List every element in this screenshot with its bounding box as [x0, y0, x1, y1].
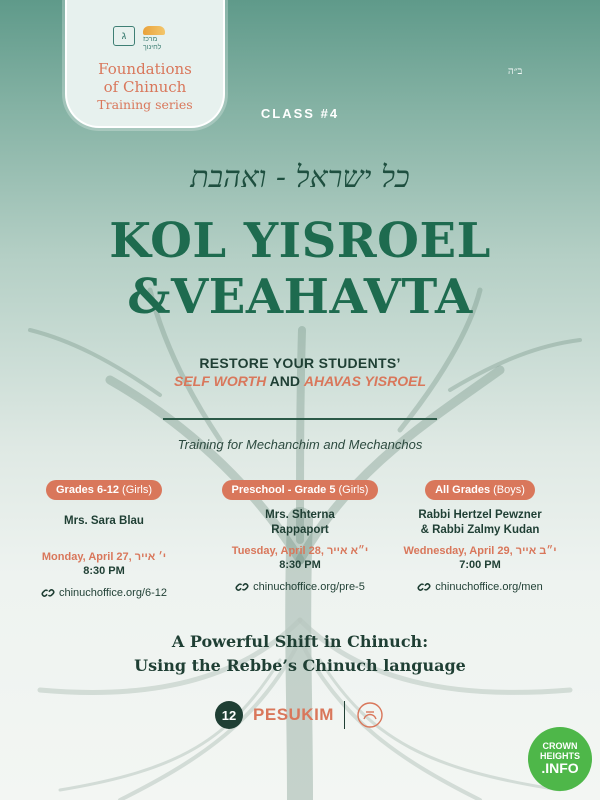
session-pill	[222, 480, 379, 500]
speaker	[10, 514, 198, 544]
pill-light: (Boys)	[493, 484, 525, 496]
closing-line1: A Powerful Shift in Chinuch:	[171, 632, 429, 651]
speaker	[386, 508, 574, 538]
speaker-line1: Mrs. Sara Blau	[64, 515, 144, 527]
pill-main: All Grades	[435, 484, 494, 496]
sponsor-separator	[344, 701, 345, 729]
emblem-icon	[355, 700, 385, 730]
session-date: Tuesday, April 28, י״א אייר	[231, 545, 369, 557]
pesukim-badge: 12	[215, 701, 243, 729]
speaker-line2: & Rabbi Zalmy Kudan	[420, 524, 540, 536]
closing-line2: Using the Rebbe’s Chinuch language	[134, 656, 466, 675]
session-link[interactable]	[206, 580, 394, 594]
session-time: 8:30 PM	[83, 565, 125, 577]
speaker-line2: Rappaport	[271, 524, 329, 536]
session-link-text[interactable]: chinuchoffice.org/pre-5	[253, 581, 365, 593]
main-title	[0, 213, 600, 325]
tagline-accent-ahavas: AHAVAS YISROEL	[303, 373, 427, 389]
class-number: CLASS #4	[260, 106, 340, 121]
link-icon	[417, 580, 431, 594]
watermark-line2: HEIGHTS	[539, 751, 580, 761]
series-title-line2: of Chinuch	[103, 78, 187, 96]
link-icon	[235, 580, 249, 594]
watermark-line1: CROWN	[542, 741, 578, 751]
session-time: 8:30 PM	[279, 559, 321, 571]
divider	[163, 418, 437, 420]
tagline-line2	[0, 373, 600, 389]
speaker	[206, 508, 394, 538]
training-for: Training for Mechanchim and Mechanchos	[177, 437, 423, 452]
pill-light: (Girls)	[122, 484, 152, 496]
tagline-accent-self-worth: SELF WORTH	[173, 373, 267, 389]
pill-main: Grades 6-12	[56, 484, 123, 496]
speaker-line1: Rabbi Hertzel Pewzner	[418, 509, 542, 521]
merkos-logo	[143, 26, 177, 52]
crownheights-watermark	[528, 727, 592, 791]
partner-logos	[67, 26, 223, 52]
crown-icon	[143, 26, 165, 35]
session-column	[386, 480, 574, 594]
session-date: Wednesday, April 29, י״ב אייר	[403, 545, 557, 557]
pill-light: (Girls)	[338, 484, 369, 496]
pesukim-name: PESUKIM	[253, 705, 334, 724]
bh-mark: ב״ה	[508, 66, 523, 77]
session-link[interactable]	[10, 586, 198, 600]
sponsor-bar	[0, 700, 600, 730]
series-title-line1: Foundations	[98, 60, 192, 78]
session-pill	[46, 480, 162, 500]
merkos-logo-text: מרכז לחינוך	[143, 36, 162, 51]
link-icon	[41, 586, 55, 600]
tagline-line1: RESTORE YOUR STUDENTS’	[199, 355, 401, 371]
session-link-text[interactable]: chinuchoffice.org/men	[435, 581, 543, 593]
watermark-line3: .INFO	[541, 760, 579, 776]
main-title-line1: KOL YISROEL	[109, 213, 491, 269]
session-pill	[425, 480, 535, 500]
tagline-connector: AND	[266, 373, 304, 389]
session-column	[10, 480, 198, 600]
pill-main: Preschool - Grade 5	[231, 484, 339, 496]
session-column	[206, 480, 394, 594]
session-time: 7:00 PM	[459, 559, 501, 571]
session-link[interactable]	[386, 580, 574, 594]
speaker-line1: Mrs. Shterna	[265, 509, 335, 521]
main-title-line2: &VEAHAVTA	[127, 269, 473, 325]
chinuch-office-logo: ג	[113, 26, 135, 46]
session-link-text[interactable]: chinuchoffice.org/6-12	[58, 587, 168, 599]
session-date: Monday, April 27, י׳ אייר	[41, 551, 167, 563]
series-subtitle: Training series	[97, 97, 193, 112]
hebrew-title: כל ישראל - ואהבת	[190, 160, 410, 195]
